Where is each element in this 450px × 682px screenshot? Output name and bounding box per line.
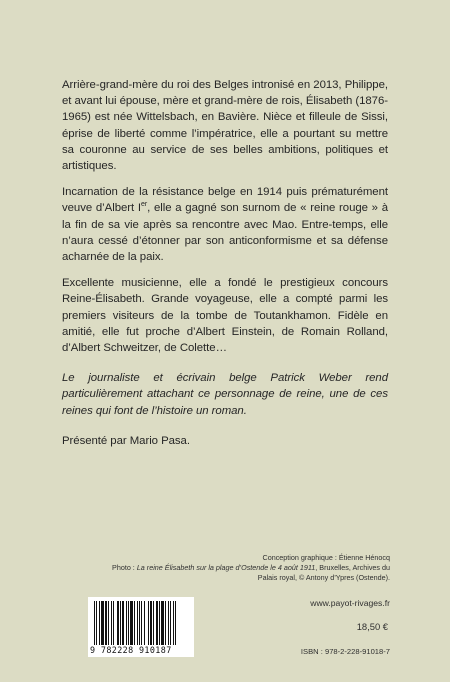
barcode-digits: 9 782228 910187 (90, 645, 172, 655)
design-credit: Conception graphique : Étienne Hénocq (262, 553, 390, 562)
photo-credit-title: La reine Élisabeth sur la plage d’Ostende le 4 août 1911 (136, 563, 316, 572)
presenter-line: Présenté par Mario Pasa. (62, 434, 190, 447)
photo-credit-label: Photo : (112, 563, 137, 572)
photo-credit (62, 563, 390, 573)
ordinal-superscript: er (140, 201, 148, 209)
barcode (88, 597, 194, 657)
blurb-paragraph-2-start: Incarnation de la résistance belge en 1914 puis prématurément veuve d’Albert I (62, 186, 388, 215)
blurb-paragraph-3: Excellente musicienne, elle a fondé le prestigieux concours Reine-Élisabeth. Grande voyageuse, elle a compté parmi les premiers visiteurs de la tombe de Toutankhamon. Fidèle en amitié, elle fut proche d’Albert Einstein, de Romain Rolland, d’Albert Schweitzer, de Colette… (62, 277, 388, 355)
photo-credit-source: , Bruxelles, Archives du (315, 563, 390, 572)
price: 18,50 € (356, 621, 388, 632)
author-note: Le journaliste et écrivain belge Patrick Weber rend particulièrement attachant ce personnage de reine, une de ces reines qui font de l’histoire un roman. (62, 372, 388, 417)
publisher-website: www.payot-rivages.fr (310, 598, 390, 608)
blurb-paragraph-2 (62, 184, 388, 265)
barcode-bars (88, 597, 194, 647)
credits (62, 553, 390, 583)
isbn: ISBN : 978-2-228-91018-7 (300, 647, 390, 656)
photo-credit-copyright: Palais royal, © Antony d’Ypres (Ostende). (257, 573, 390, 582)
blurb (62, 77, 388, 459)
blurb-paragraph-2-end: , elle a gagné son surnom de « reine rouge » à la fin de sa vie après sa rencontre avec Mao. Entre-temps, elle n’aura cessé d’étonner par son anticonformisme et sa défense acharnée de la paix. (62, 202, 388, 264)
blurb-paragraph-1: Arrière-grand-mère du roi des Belges intronisé en 2013, Philippe, et avant lui épouse, mère et grand-mère de rois, Élisabeth (1876-1965) est née Wittelsbach, en Bavière. Nièce et filleule de Sissi, éprise de liberté comme l’impératrice, elle a pourtant su mettre sa couronne au service de ses belles ambitions, politiques et artistiques. (62, 79, 388, 173)
